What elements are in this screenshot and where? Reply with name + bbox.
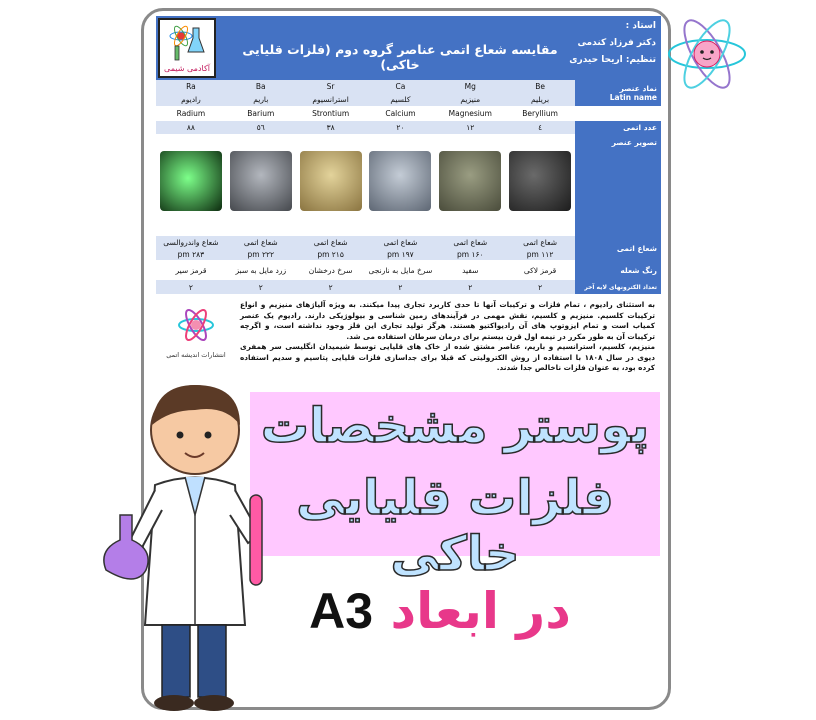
number-ca: ۲۰ — [366, 121, 436, 134]
fa-be: بریلیم — [505, 93, 575, 106]
radius-ca: ۱۹۷ pm — [366, 248, 436, 260]
radius-label-sr: شعاع اتمی — [296, 236, 366, 248]
radius-sr: ۲۱۵ pm — [296, 248, 366, 260]
latin-be: Beryllium — [505, 106, 575, 121]
publisher-name: انتشارات اندیشه اتمی — [166, 351, 226, 359]
logo-text: آکادمی شیمی — [164, 63, 210, 73]
dimension-prefix: در ابعاد — [390, 582, 571, 640]
label-atomic-number: عدد اتمی — [575, 121, 661, 134]
number-ra: ۸۸ — [156, 121, 226, 134]
electrons-ca: ۲ — [366, 280, 436, 294]
description-p2: منیزیم، کلسیم، استرانسیم و باریم، عناصر مشتق شده از خاک های قلیایی توسط شیمیدان انگلیسی سر همفری دیوی در سال ۱۸۰۸ با استفاده از روش الکترولیتی که قبلا برای جداسازی فلزات قلیایی پتاسیم و سدیم استفاده کرده بود، به عنوان فلزات ناخالص جدا شدند. — [240, 342, 656, 372]
radius-label-ra: شعاع واندروالسی — [156, 236, 226, 248]
electrons-ra: ۲ — [156, 280, 226, 294]
label-name: نماد عنصر Latin name — [575, 80, 661, 106]
symbol-mg: Mg — [435, 80, 505, 93]
fa-ba: باریم — [226, 93, 296, 106]
radius-label-ca: شعاع اتمی — [366, 236, 436, 248]
label-image: تصویر عنصر — [575, 134, 661, 228]
scientist-illustration — [100, 375, 280, 715]
description-p1: به استثنای رادیوم ، تمام فلزات و ترکیبات آنها تا حدی کاربرد تجاری پیدا میکنند. به ویژه آلیاژهای منیزیم و انواع ترکیبات کلسیم. منیزیم و کلسیم، نقش مهمی در فرآیندهای زمین شناسی و بیولوژیکی دارند. رادیوم یک عنصر کمیاب است و تمام ایزوتوپ های آن رادیواکتیو هستند. هرگز تولید تجاری این فلز وجود نداشته است، و اگرچه ترکیبات آن به طور مکرر در نیمه اول قرن بیستم برای درمان سرطان استفاده می شد. — [240, 300, 655, 341]
dimension-value: A3 — [309, 583, 374, 639]
banner-line-1: پوستر مشخصات — [260, 398, 650, 454]
radius-label-be: شعاع اتمی — [505, 236, 575, 248]
flame-ra: قرمز سیر — [156, 260, 226, 280]
number-ba: ٥٦ — [226, 121, 296, 134]
flame-be: قرمز لاکی — [505, 260, 575, 280]
fa-sr: استرانسیوم — [296, 93, 366, 106]
image-sr — [300, 151, 362, 211]
radius-ba: ۲۲۲ pm — [226, 248, 296, 260]
radius-be: ۱۱۲ pm — [505, 248, 575, 260]
flask-logo-icon — [167, 24, 207, 62]
elements-table — [156, 80, 661, 294]
publisher-logo — [160, 305, 232, 359]
credit-teacher: دکتر فرزاد کندمی — [577, 38, 656, 48]
atom-icon — [176, 305, 216, 345]
image-mg — [439, 151, 501, 211]
banner-line-2: فلزات قلیایی خاکی — [296, 470, 614, 582]
latin-sr: Strontium — [296, 106, 366, 121]
latin-ra: Radium — [156, 106, 226, 121]
credit-author: تنظیم: اریحا حیدری — [569, 55, 656, 65]
image-be — [509, 151, 571, 211]
symbol-ra: Ra — [156, 80, 226, 93]
fa-mg: منیزیم — [435, 93, 505, 106]
label-electrons: تعداد الکترونهای لایه آخر — [575, 280, 661, 294]
electrons-mg: ۲ — [435, 280, 505, 294]
symbol-ca: Ca — [366, 80, 436, 93]
symbol-sr: Sr — [296, 80, 366, 93]
flame-ca: سرخ مایل به نارنجی — [366, 260, 436, 280]
radius-label-ba: شعاع اتمی — [226, 236, 296, 248]
latin-ba: Barium — [226, 106, 296, 121]
image-ba — [230, 151, 292, 211]
radius-mg: ۱۶۰ pm — [435, 248, 505, 260]
number-mg: ۱۲ — [435, 121, 505, 134]
academy-logo — [158, 18, 216, 78]
number-sr: ۳۸ — [296, 121, 366, 134]
flame-sr: سرخ درخشان — [296, 260, 366, 280]
electrons-be: ۲ — [505, 280, 575, 294]
image-ra — [160, 151, 222, 211]
label-radius: شعاع اتمی — [575, 236, 661, 260]
latin-ca: Calcium — [366, 106, 436, 121]
label-flame: رنگ شعله — [575, 260, 661, 280]
fa-ca: کلسیم — [366, 93, 436, 106]
flame-ba: زرد مایل به سبز — [226, 260, 296, 280]
electrons-ba: ۲ — [226, 280, 296, 294]
fa-ra: رادیوم — [156, 93, 226, 106]
dimension-label — [290, 582, 590, 640]
symbol-ba: Ba — [226, 80, 296, 93]
atom-mascot-icon — [664, 4, 750, 104]
image-ca — [369, 151, 431, 211]
latin-mg: Magnesium — [435, 106, 505, 121]
symbol-be: Be — [505, 80, 575, 93]
radius-ra: ۲۸۳ pm — [156, 248, 226, 260]
electrons-sr: ۲ — [296, 280, 366, 294]
radius-label-mg: شعاع اتمی — [435, 236, 505, 248]
description-text — [240, 300, 655, 374]
credit-label: استاد : — [625, 21, 656, 31]
credits — [526, 18, 656, 69]
poster-title: مقایسه شعاع اتمی عناصر گروه دوم (فلزات قلیایی خاکی) — [242, 42, 558, 72]
flame-mg: سفید — [435, 260, 505, 280]
number-be: ٤ — [505, 121, 575, 134]
